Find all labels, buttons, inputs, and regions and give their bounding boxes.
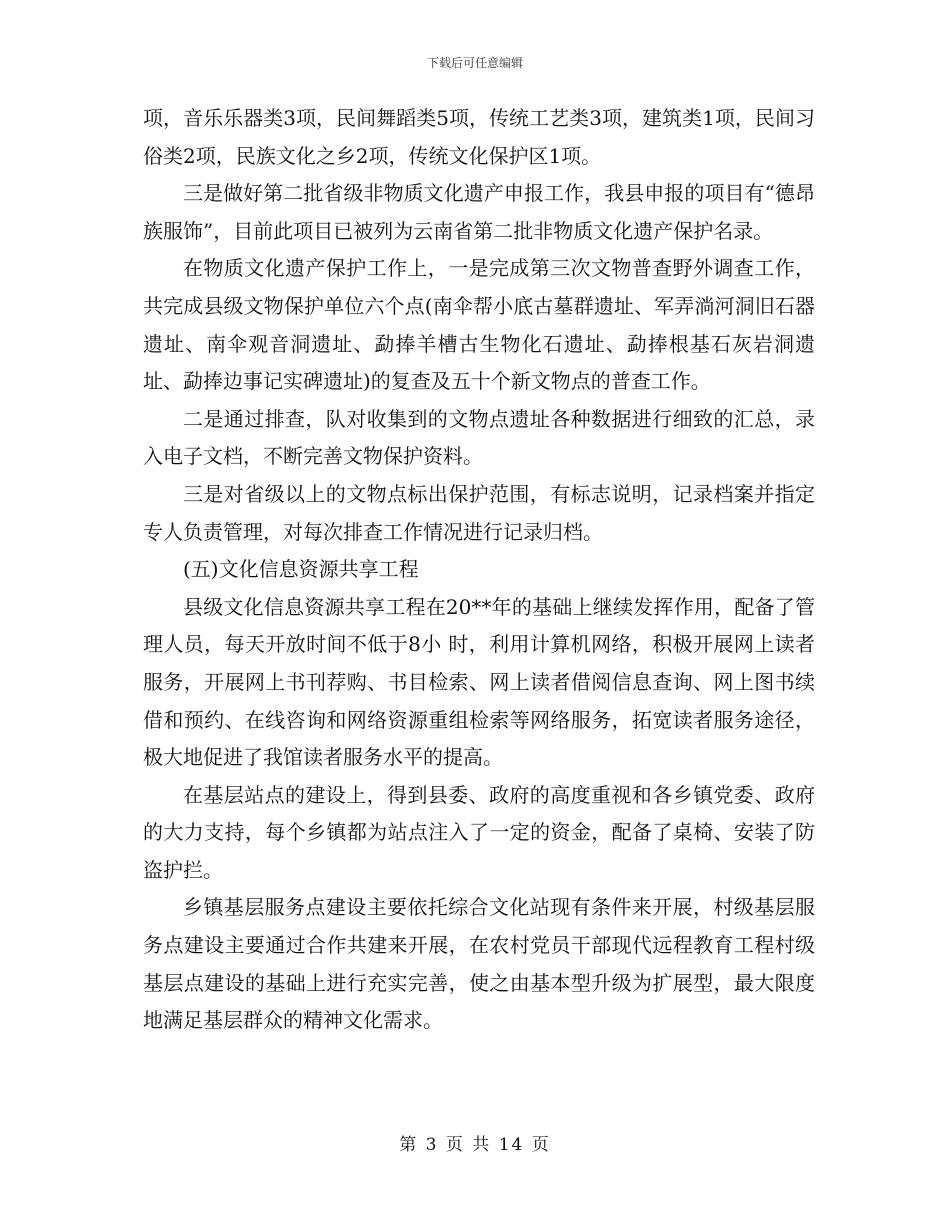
paragraph-county-sharing-project: 县级文化信息资源共享工程在20**年的基础上继续发挥作用，配备了管理人员，每天开放时间不低于8小 时，利用计算机网络，积极开展网上读者服务，开展网上书刊荐购、书目检索、网上读者借阅信息查询、网上图书续借和预约、在线咨询和网络资源重组检索等网络服务，拓宽读者服务途径，极大地促进了我馆读者服务水平的提高。 [143,594,815,770]
paragraph-intangible-heritage-application: 三是做好第二批省级非物质文化遗产申报工作，我县申报的项目有“德昂族服饰”，目前此项目已被列为云南省第二批非物质文化遗产保护名录。 [143,181,815,243]
page-header-note: 下载后可任意编辑 [426,56,523,70]
page-number-footer: 第 3 页 共 14 页 [399,1135,551,1155]
paragraph-continuation: 项，音乐乐器类3项，民间舞蹈类5项，传统工艺类3项，建筑类1项，民间习俗类2项，民族文化之乡2项，传统文化保护区1项。 [143,106,815,168]
paragraph-data-summary: 二是通过排查，队对收集到的文物点遗址各种数据进行细致的汇总，录入电子文档，不断完善文物保护资料。 [143,406,815,469]
paragraph-protection-range: 三是对省级以上的文物点标出保护范围，有标志说明，记录档案并指定专人负责管理，对每次排查工作情况进行记录归档。 [143,481,815,544]
section-heading-resource-sharing: (五)文化信息资源共享工程 [183,557,419,582]
paragraph-township-service-points: 乡镇基层服务点建设主要依托综合文化站现有条件来开展，村级基层服务点建设主要通过合作共建来开展，在农村党员干部现代远程教育工程村级基层点建设的基础上进行充实完善，使之由基本型升级为扩展型，最大限度地满足基层群众的精神文化需求。 [143,895,815,1033]
document-body [143,100,815,1040]
paragraph-material-heritage-survey: 在物质文化遗产保护工作上，一是完成第三次文物普查野外调查工作，共完成县级文物保护单位六个点(南伞帮小底古墓群遗址、军弄淌河洞旧石器遗址、南伞观音洞遗址、勐捧羊槽古生物化石遗址、勐捧根基石灰岩洞遗址、勐捧边事记实碑遗址)的复查及五十个新文物点的普查工作。 [143,256,815,394]
paragraph-grassroots-stations: 在基层站点的建设上，得到县委、政府的高度重视和各乡镇党委、政府的大力支持，每个乡镇都为站点注入了一定的资金，配备了桌椅、安装了防盗护拦。 [143,782,815,882]
